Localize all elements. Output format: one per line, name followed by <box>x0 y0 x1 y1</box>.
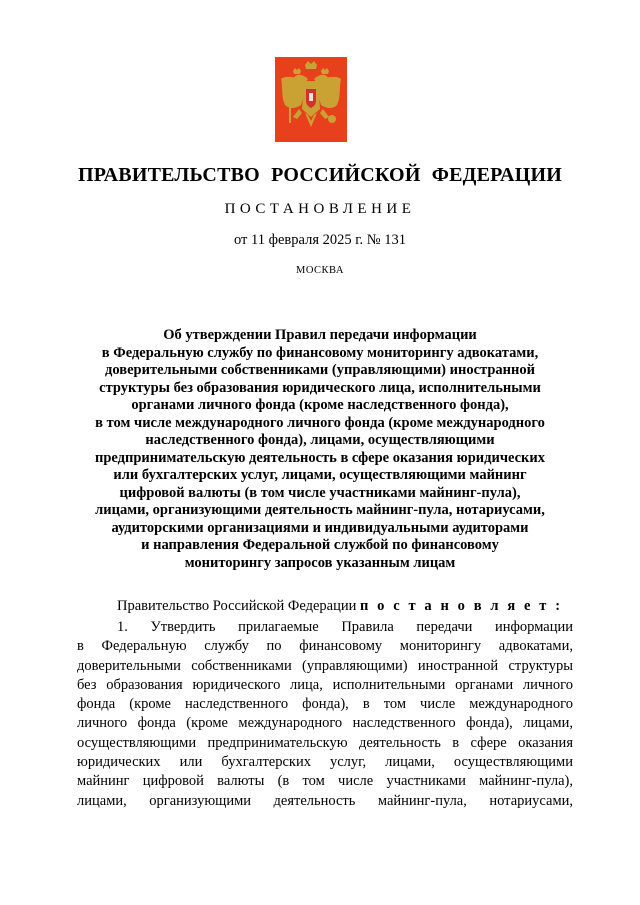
body-line: без образования юридического лица, исполнительными органами личного <box>77 676 573 693</box>
body-line: осуществляющими предпринимательскую деятельность в сфере оказания <box>77 734 573 751</box>
decree-intro <box>117 598 563 615</box>
body-line: юридических или бухгалтерских услуг, лицами, осуществляющими <box>77 754 573 771</box>
body-paragraph <box>77 618 573 811</box>
heading-line: в Федеральную службу по финансовому мониторингу адвокатами, <box>101 344 539 361</box>
heading-line: лицами, организующими деятельность майнинг-пула, нотариусами, <box>95 502 545 518</box>
heading-line: наследственного фонда), лицами, осуществляющими <box>145 432 495 448</box>
heading-line: цифровой валюты (в том числе участниками майнинг-пула), <box>119 484 521 501</box>
heading-line: предпринимательскую деятельность в сфере оказания юридических <box>94 449 546 466</box>
body-line: 1. Утвердить прилагаемые Правила передачи информации <box>117 619 573 635</box>
heading-line: или бухгалтерских услуг, лицами, осуществляющими майнинг <box>113 467 527 483</box>
body-line: в Федеральную службу по финансовому мониторингу адвокатами, <box>77 638 573 655</box>
document-heading <box>40 327 600 572</box>
body-line: лицами, организующими деятельность майнинг-пула, нотариусами, <box>77 792 573 809</box>
intro-text: Правительство Российской Федерации <box>117 598 360 614</box>
document-city: МОСКВА <box>296 265 344 276</box>
heading-line: органами личного фонда (кроме наследственного фонда), <box>131 397 509 413</box>
heading-line: доверительными собственниками (управляющими) иностранной <box>105 362 535 378</box>
document-type: ПОСТАНОВЛЕНИЕ <box>224 201 416 217</box>
document-date-number: от 11 февраля 2025 г. № 131 <box>233 232 407 248</box>
body-line: личного фонда (кроме международного наследственного фонда), лицами, <box>77 715 573 732</box>
decree-word: п о с т а н о в л я е т : <box>359 598 563 614</box>
heading-line: аудиторскими организациями и индивидуальными аудиторами <box>111 519 529 536</box>
government-title: ПРАВИТЕЛЬСТВО РОССИЙСКОЙ ФЕДЕРАЦИИ <box>78 164 562 186</box>
heading-line: мониторингу запросов указанным лицам <box>184 554 456 571</box>
heading-line: в том числе международного личного фонда (кроме международного <box>95 414 545 431</box>
body-line: фонда (кроме наследственного фонда), в том числе международного <box>77 696 573 713</box>
russian-coat-of-arms-icon <box>275 57 347 142</box>
heading-line: и направления Федеральной службой по финансовому <box>141 537 499 553</box>
heading-line: Об утверждении Правил передачи информации <box>163 327 477 343</box>
body-line: доверительными собственниками (управляющими) иностранной структуры <box>77 657 573 674</box>
body-line: майнинг цифровой валюты (в том числе участниками майнинг-пула), <box>77 773 573 790</box>
heading-line: структуры без образования юридического лица, исполнительными <box>99 379 541 396</box>
